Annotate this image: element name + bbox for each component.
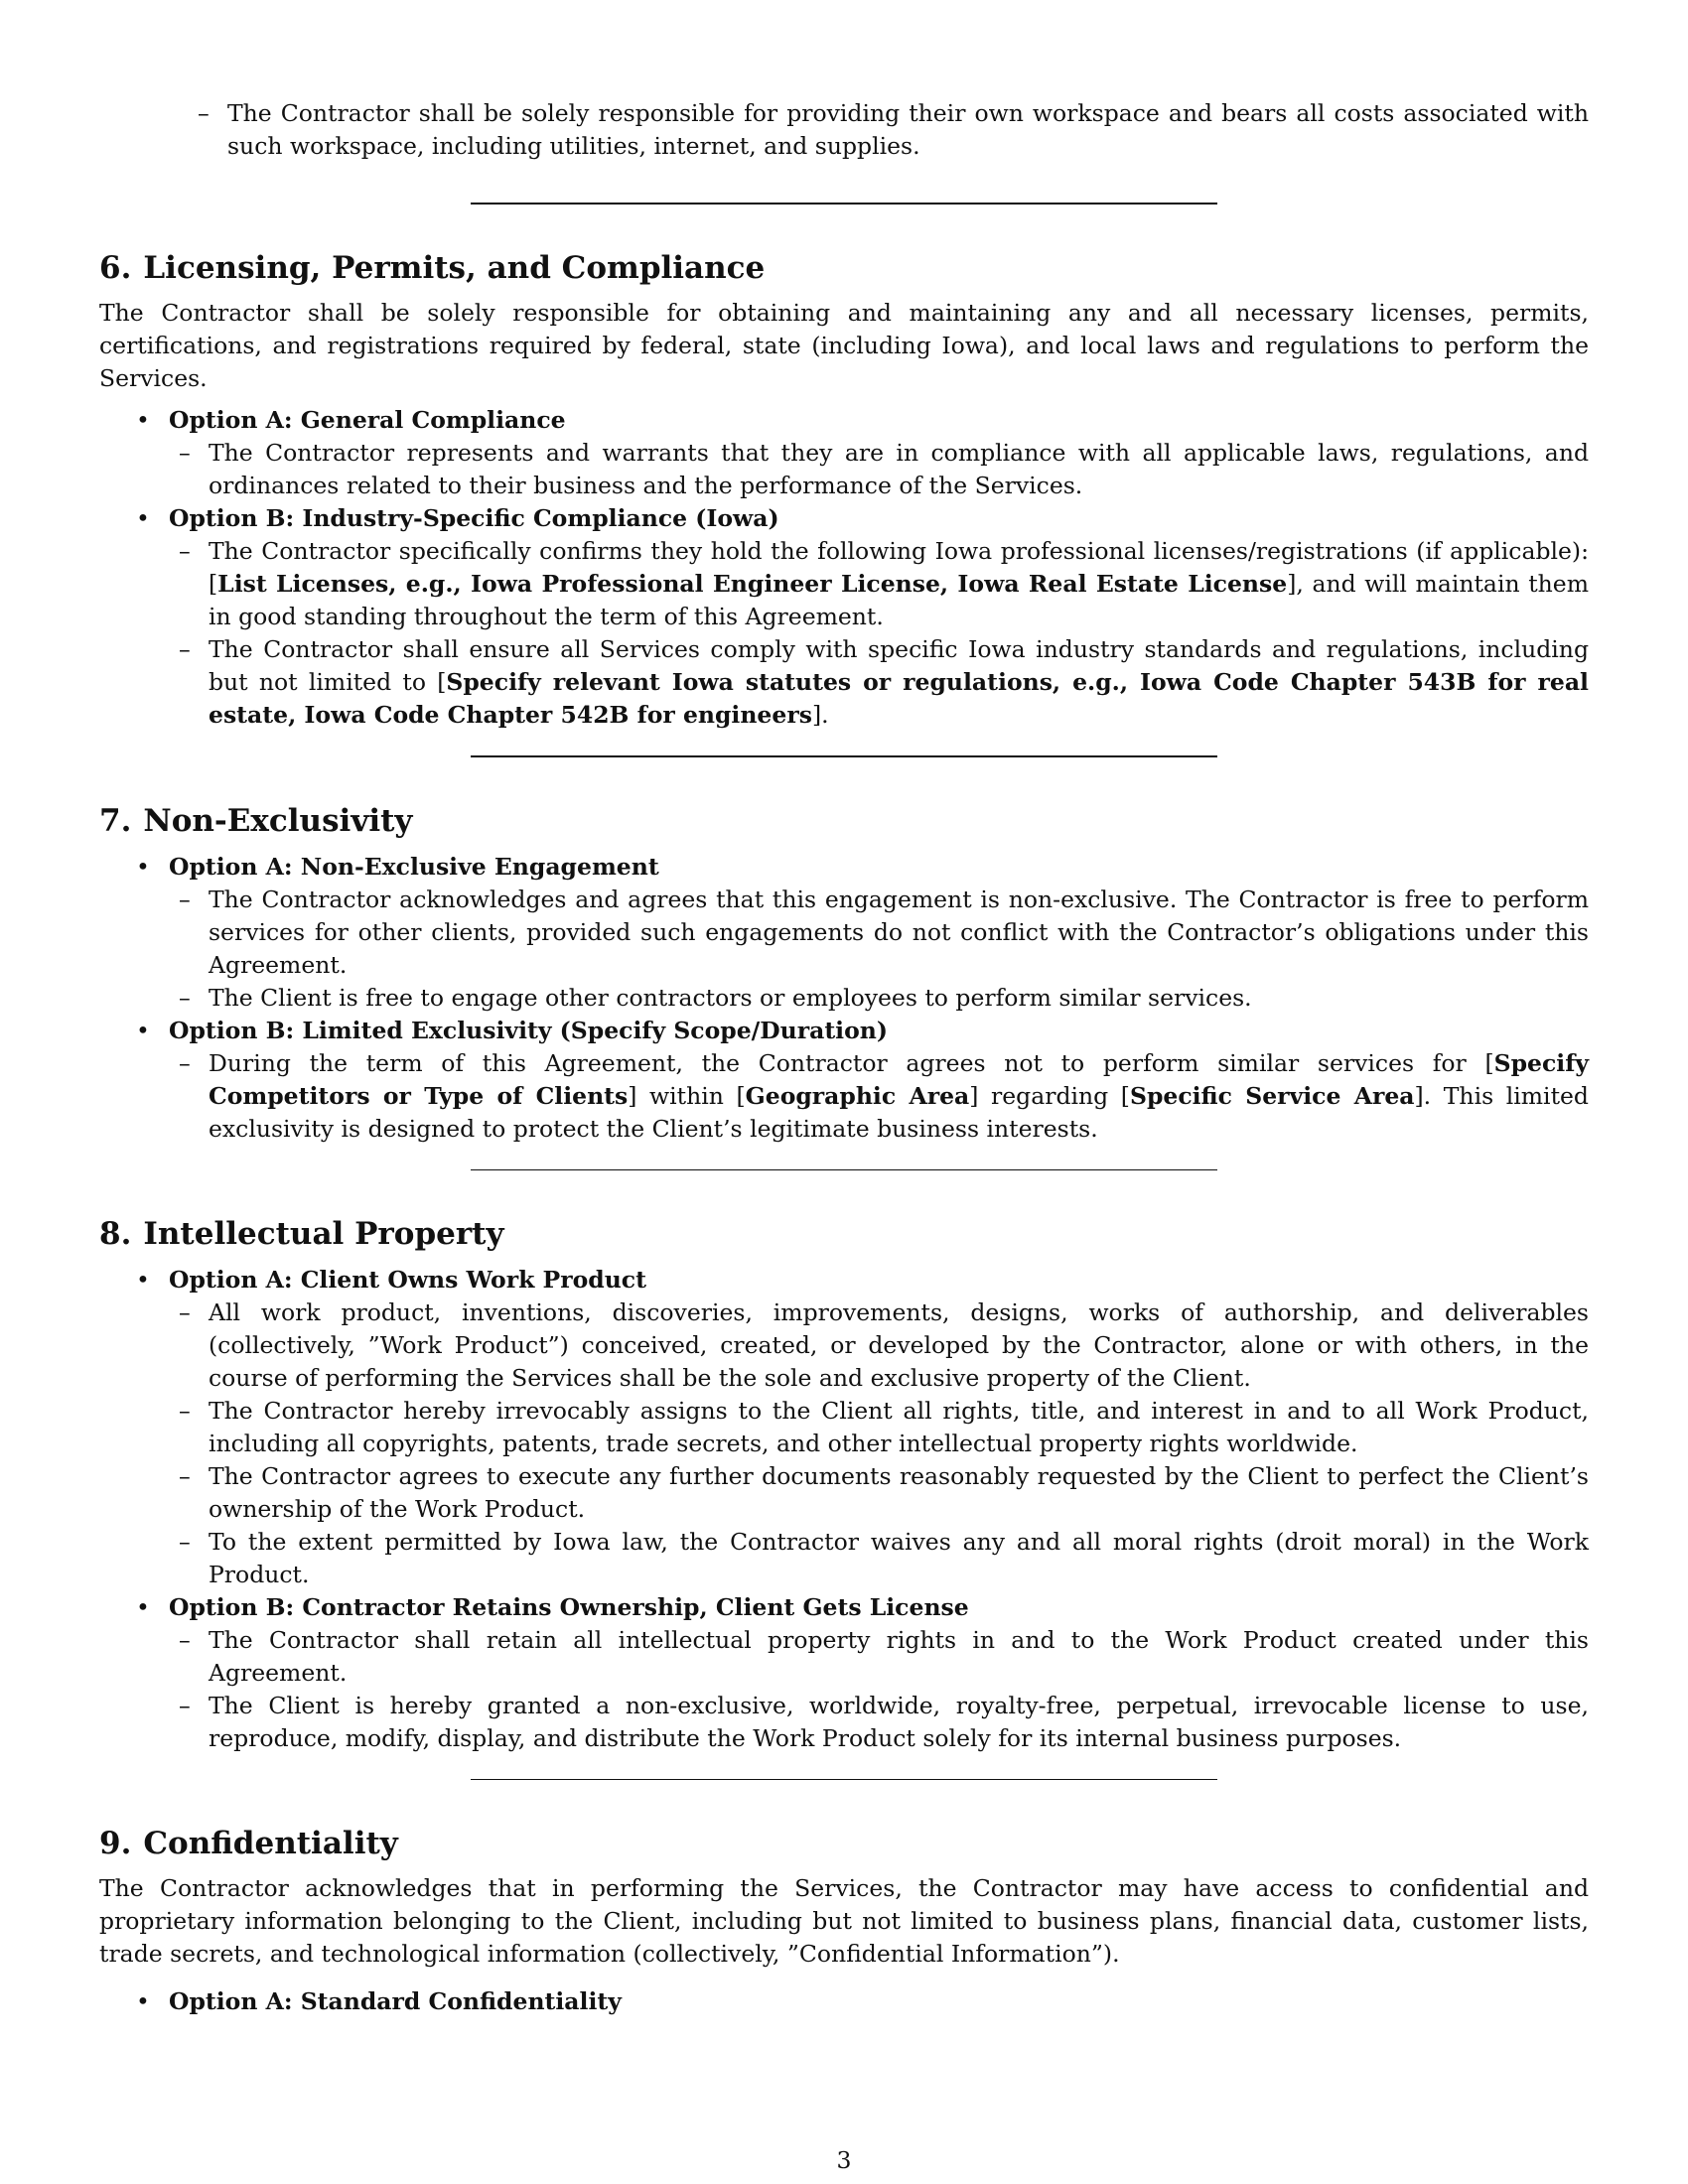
option-title: Option B: Industry-Specific Compliance (Iowa) [169,504,779,532]
section-divider [471,1779,1217,1780]
list-item [149,884,1589,982]
text-run: ]. This limited exclusivity is designed to protect the Client’s legitimate business interests. [209,1082,1589,1143]
list-item [149,1624,1589,1690]
list-item-text: The Contractor shall retain all intellectual property rights in and to the Work Product created under this Agreement. [209,1626,1589,1687]
list-item [149,982,1589,1015]
section-number: 9. [99,1826,132,1861]
page-number: 3 [836,2146,852,2174]
section-paragraph: The Contractor shall be solely responsible for obtaining and maintaining any and all necessary licenses, permits, certifications, and registrations required by federal, state (including Iowa), and local laws and regulations to perform the Services. [99,299,1589,392]
list-item-text: To the extent permitted by Iowa law, the Contractor waives any and all moral rights (droit moral) in the Work Product. [209,1528,1589,1588]
text-run: ] regarding [ [969,1082,1130,1110]
options-list [99,1985,1589,2018]
document-page [99,97,1589,2018]
list-item [99,97,1589,163]
option-item [99,1015,1589,1146]
bullet-marker: • [136,406,150,434]
section-heading [99,248,1589,288]
dash-marker: – [179,1397,191,1425]
section-number: 7. [99,803,132,839]
dash-marker: – [198,99,210,127]
list-item-text: The Contractor represents and warrants that they are in compliance with all applicable laws, regulations, and ordinances related to their business and the performance of the Services. [209,439,1589,499]
text-run: ]. [811,701,829,729]
placeholder-text: Specify relevant Iowa statutes or regulations, e.g., Iowa Code Chapter 543B for real estate, Iowa Code Chapter 542B for engineers [209,668,1589,729]
list-item-text: The Contractor agrees to execute any further documents reasonably requested by the Client to perfect the Client’s ownership of the Work Product. [209,1462,1589,1523]
dash-marker: – [179,984,191,1012]
list-item-text: The Contractor hereby irrevocably assigns to the Client all rights, title, and interest in and to all Work Product, including all copyrights, patents, trade secrets, and other intellectual property rights worldwide. [209,1397,1589,1457]
option-item [99,1264,1589,1591]
dash-marker: – [179,1626,191,1654]
text-run: During the term of this Agreement, the Contractor agrees not to perform similar services for [ [209,1049,1494,1077]
dash-marker: – [179,886,191,913]
section-paragraph: The Contractor acknowledges that in performing the Services, the Contractor may have access to confidential and proprietary information belonging to the Client, including but not limited to business plans, financial data, customer lists, trade secrets, and technological information (collectively, ”Confidential Information”). [99,1874,1589,1968]
bullet-marker: • [136,1987,150,2015]
bullet-marker: • [136,1017,150,1044]
option-item [99,404,1589,502]
option-title: Option A: Standard Confidentiality [169,1987,622,2015]
section-divider [471,755,1217,757]
section-heading [99,1214,1589,1254]
option-title: Option B: Limited Exclusivity (Specify Scope/Duration) [169,1017,888,1044]
dash-marker: – [179,439,191,467]
section-number: 8. [99,1216,132,1252]
list-item [149,1460,1589,1526]
placeholder-text: List Licenses, e.g., Iowa Professional Engineer License, Iowa Real Estate License [217,570,1288,598]
option-title: Option A: General Compliance [169,406,566,434]
option-item [99,1985,1589,2018]
dash-marker: – [179,635,191,663]
dash-marker: – [179,1049,191,1077]
section-heading [99,1824,1589,1863]
list-item-text: The Contractor acknowledges and agrees that this engagement is non-exclusive. The Contractor is free to perform services for other clients, provided such engagements do not conflict with the Contractor’s obligations under this Agreement. [209,886,1589,979]
section-divider [471,203,1217,205]
option-title: Option A: Client Owns Work Product [169,1266,646,1294]
list-item-text: All work product, inventions, discoveries, improvements, designs, works of authorship, and deliverables (collectively, ”Work Product”) conceived, created, or developed by the Contractor, alone or with others, in the course of performing the Services shall be the sole and exclusive property of the Client. [209,1298,1589,1392]
list-item [149,1047,1589,1146]
list-item [149,437,1589,502]
options-list [99,851,1589,1146]
list-item [149,1297,1589,1395]
text-run: ] within [ [628,1082,746,1110]
option-item [99,502,1589,732]
placeholder-text: Specific Service Area [1129,1082,1415,1110]
options-list [99,404,1589,732]
section-heading [99,801,1589,841]
bullet-marker: • [136,1266,150,1294]
section-number: 6. [99,250,132,286]
section-title: Licensing, Permits, and Compliance [143,250,766,286]
list-item [149,1690,1589,1755]
option-title: Option A: Non-Exclusive Engagement [169,853,659,881]
section-title: Confidentiality [143,1826,398,1861]
list-item [149,1526,1589,1591]
list-item [149,1395,1589,1460]
dash-marker: – [179,1528,191,1556]
list-item-text: The Client is hereby granted a non-exclusive, worldwide, royalty-free, perpetual, irrevocable license to use, reproduce, modify, display, and distribute the Work Product solely for its internal business purposes. [209,1692,1589,1752]
text-run: The Contractor specifically confirms they hold the following Iowa professional licenses/registrations (if applicable): [ [209,537,1589,598]
section-title: Intellectual Property [143,1216,504,1252]
bullet-marker: • [136,853,150,881]
option-title: Option B: Contractor Retains Ownership, Client Gets License [169,1593,969,1621]
placeholder-text: Geographic Area [745,1082,970,1110]
section-divider [471,1169,1217,1170]
list-item-text: The Contractor shall be solely responsible for providing their own workspace and bears all costs associated with such workspace, including utilities, internet, and supplies. [227,99,1589,160]
list-item [149,633,1589,732]
list-item-text: The Client is free to engage other contractors or employees to perform similar services. [209,984,1252,1012]
section-title: Non-Exclusivity [143,803,413,839]
text-run: ], and will maintain them in good standing throughout the term of this Agreement. [209,570,1589,630]
option-item [99,851,1589,1015]
placeholder-text: Specify Competitors or Type of Clients [209,1049,1589,1110]
bullet-marker: • [136,504,150,532]
text-run: The Contractor shall ensure all Services comply with specific Iowa industry standards and regulations, including but not limited to [ [209,635,1589,696]
bullet-marker: • [136,1593,150,1621]
dash-marker: – [179,1298,191,1326]
dash-marker: – [179,537,191,565]
dash-marker: – [179,1692,191,1719]
options-list [99,1264,1589,1755]
option-item [99,1591,1589,1755]
list-item [149,535,1589,633]
dash-marker: – [179,1462,191,1490]
